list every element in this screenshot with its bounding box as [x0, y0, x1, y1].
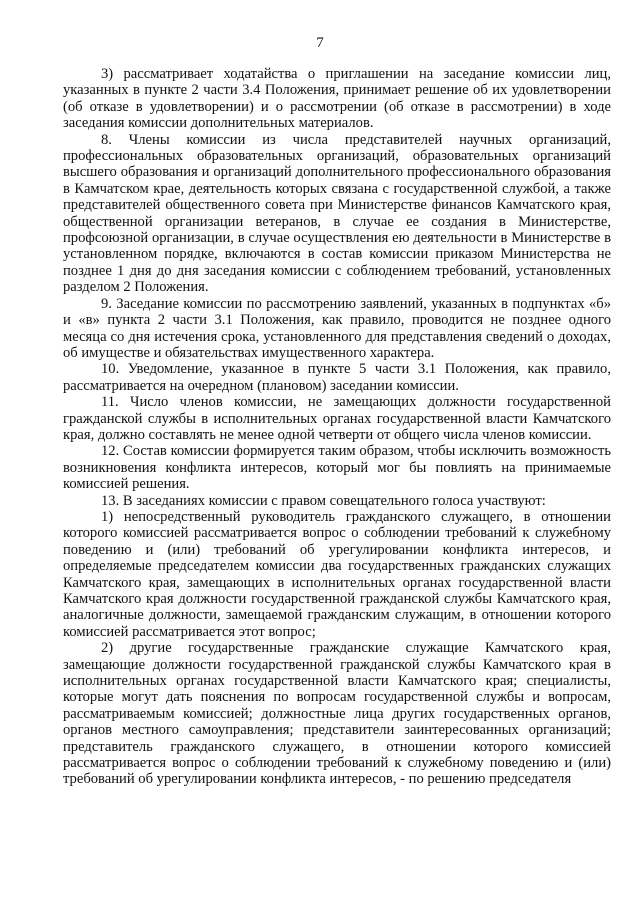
paragraph-7-3: 3) рассматривает ходатайства о приглашении на заседание комиссии лиц, указанных в пункте 2 части 3.4 Положения, принимает решение об их удовлетворении (об отказе в удовлетворении) и о рассмотрении (об отказе в рассмотрении) в ходе заседания комиссии дополнительных материалов. — [63, 66, 611, 132]
page-number: 7 — [316, 35, 324, 51]
paragraph-9: 9. Заседание комиссии по рассмотрению заявлений, указанных в подпунктах «б» и «в» пункта 2 части 3.1 Положения, как правило, проводится не позднее одного месяца со дня истечения срока, установленного для представления сведений о доходах, об имуществе и обязательствах имущественного характера. — [63, 295, 611, 361]
paragraph-12: 12. Состав комиссии формируется таким образом, чтобы исключить возможность возникновения конфликта интересов, который мог бы повлиять на принимаемые комиссией решения. — [63, 443, 611, 493]
paragraph-13: 13. В заседаниях комиссии с правом совещательного голоса участвуют: — [101, 492, 546, 509]
paragraph-13-2: 2) другие государственные гражданские служащие Камчатского края, замещающие должности государственной гражданской службы Камчатского края в исполнительных органах государственной власти Камчатского края; специалисты, которые могут дать пояснения по вопросам государственной службы и вопросам, рассматриваемым комиссией; должностные лица других государственных органов, органов местного самоуправления; представители заинтересованных организаций; представитель гражданского служащего, в отношении которого комиссией рассматривается вопрос о соблюдении требований к служебному поведению и (или) требований об урегулировании конфликта интересов, - по решению председателя — [63, 640, 611, 788]
paragraph-13-1: 1) непосредственный руководитель гражданского служащего, в отношении которого комиссией рассматривается вопрос о соблюдении требований к служебному поведению и (или) требований об урегулировании конфликта интересов, и определяемые председателем комиссии два государственных гражданских служащих Камчатского края, замещающих в исполнительных органах государственной власти Камчатского края должности государственной гражданской службы Камчатского края, аналогичные должности, замещаемой гражданским служащим, в отношении которого комиссией рассматривается этот вопрос; — [63, 508, 611, 640]
paragraph-10: 10. Уведомление, указанное в пункте 5 части 3.1 Положения, как правило, рассматривается на очередном (плановом) заседании комиссии. — [63, 361, 611, 394]
paragraph-8: 8. Члены комиссии из числа представителей научных организаций, профессиональных образовательных организаций, образовательных организаций высшего образования и организаций дополнительного профессионального образования в Камчатском крае, деятельность которых связана с государственной службой, а также представителей общественного совета при Министерстве финансов Камчатского края, общественной организации ветеранов, в случае ее создания в Министерстве, профсоюзной организации, в случае осуществления ею деятельности в Министерстве в установленном порядке, включаются в состав комиссии приказом Министерства не позднее 1 дня до дня заседания комиссии с соблюдением требований, установленных разделом 2 Положения. — [63, 131, 611, 296]
document-body — [63, 66, 611, 788]
paragraph-11: 11. Число членов комиссии, не замещающих должности государственной гражданской службы в исполнительных органах государственной власти Камчатского края, должно составлять не менее одной четверти от общего числа членов комиссии. — [63, 394, 611, 443]
